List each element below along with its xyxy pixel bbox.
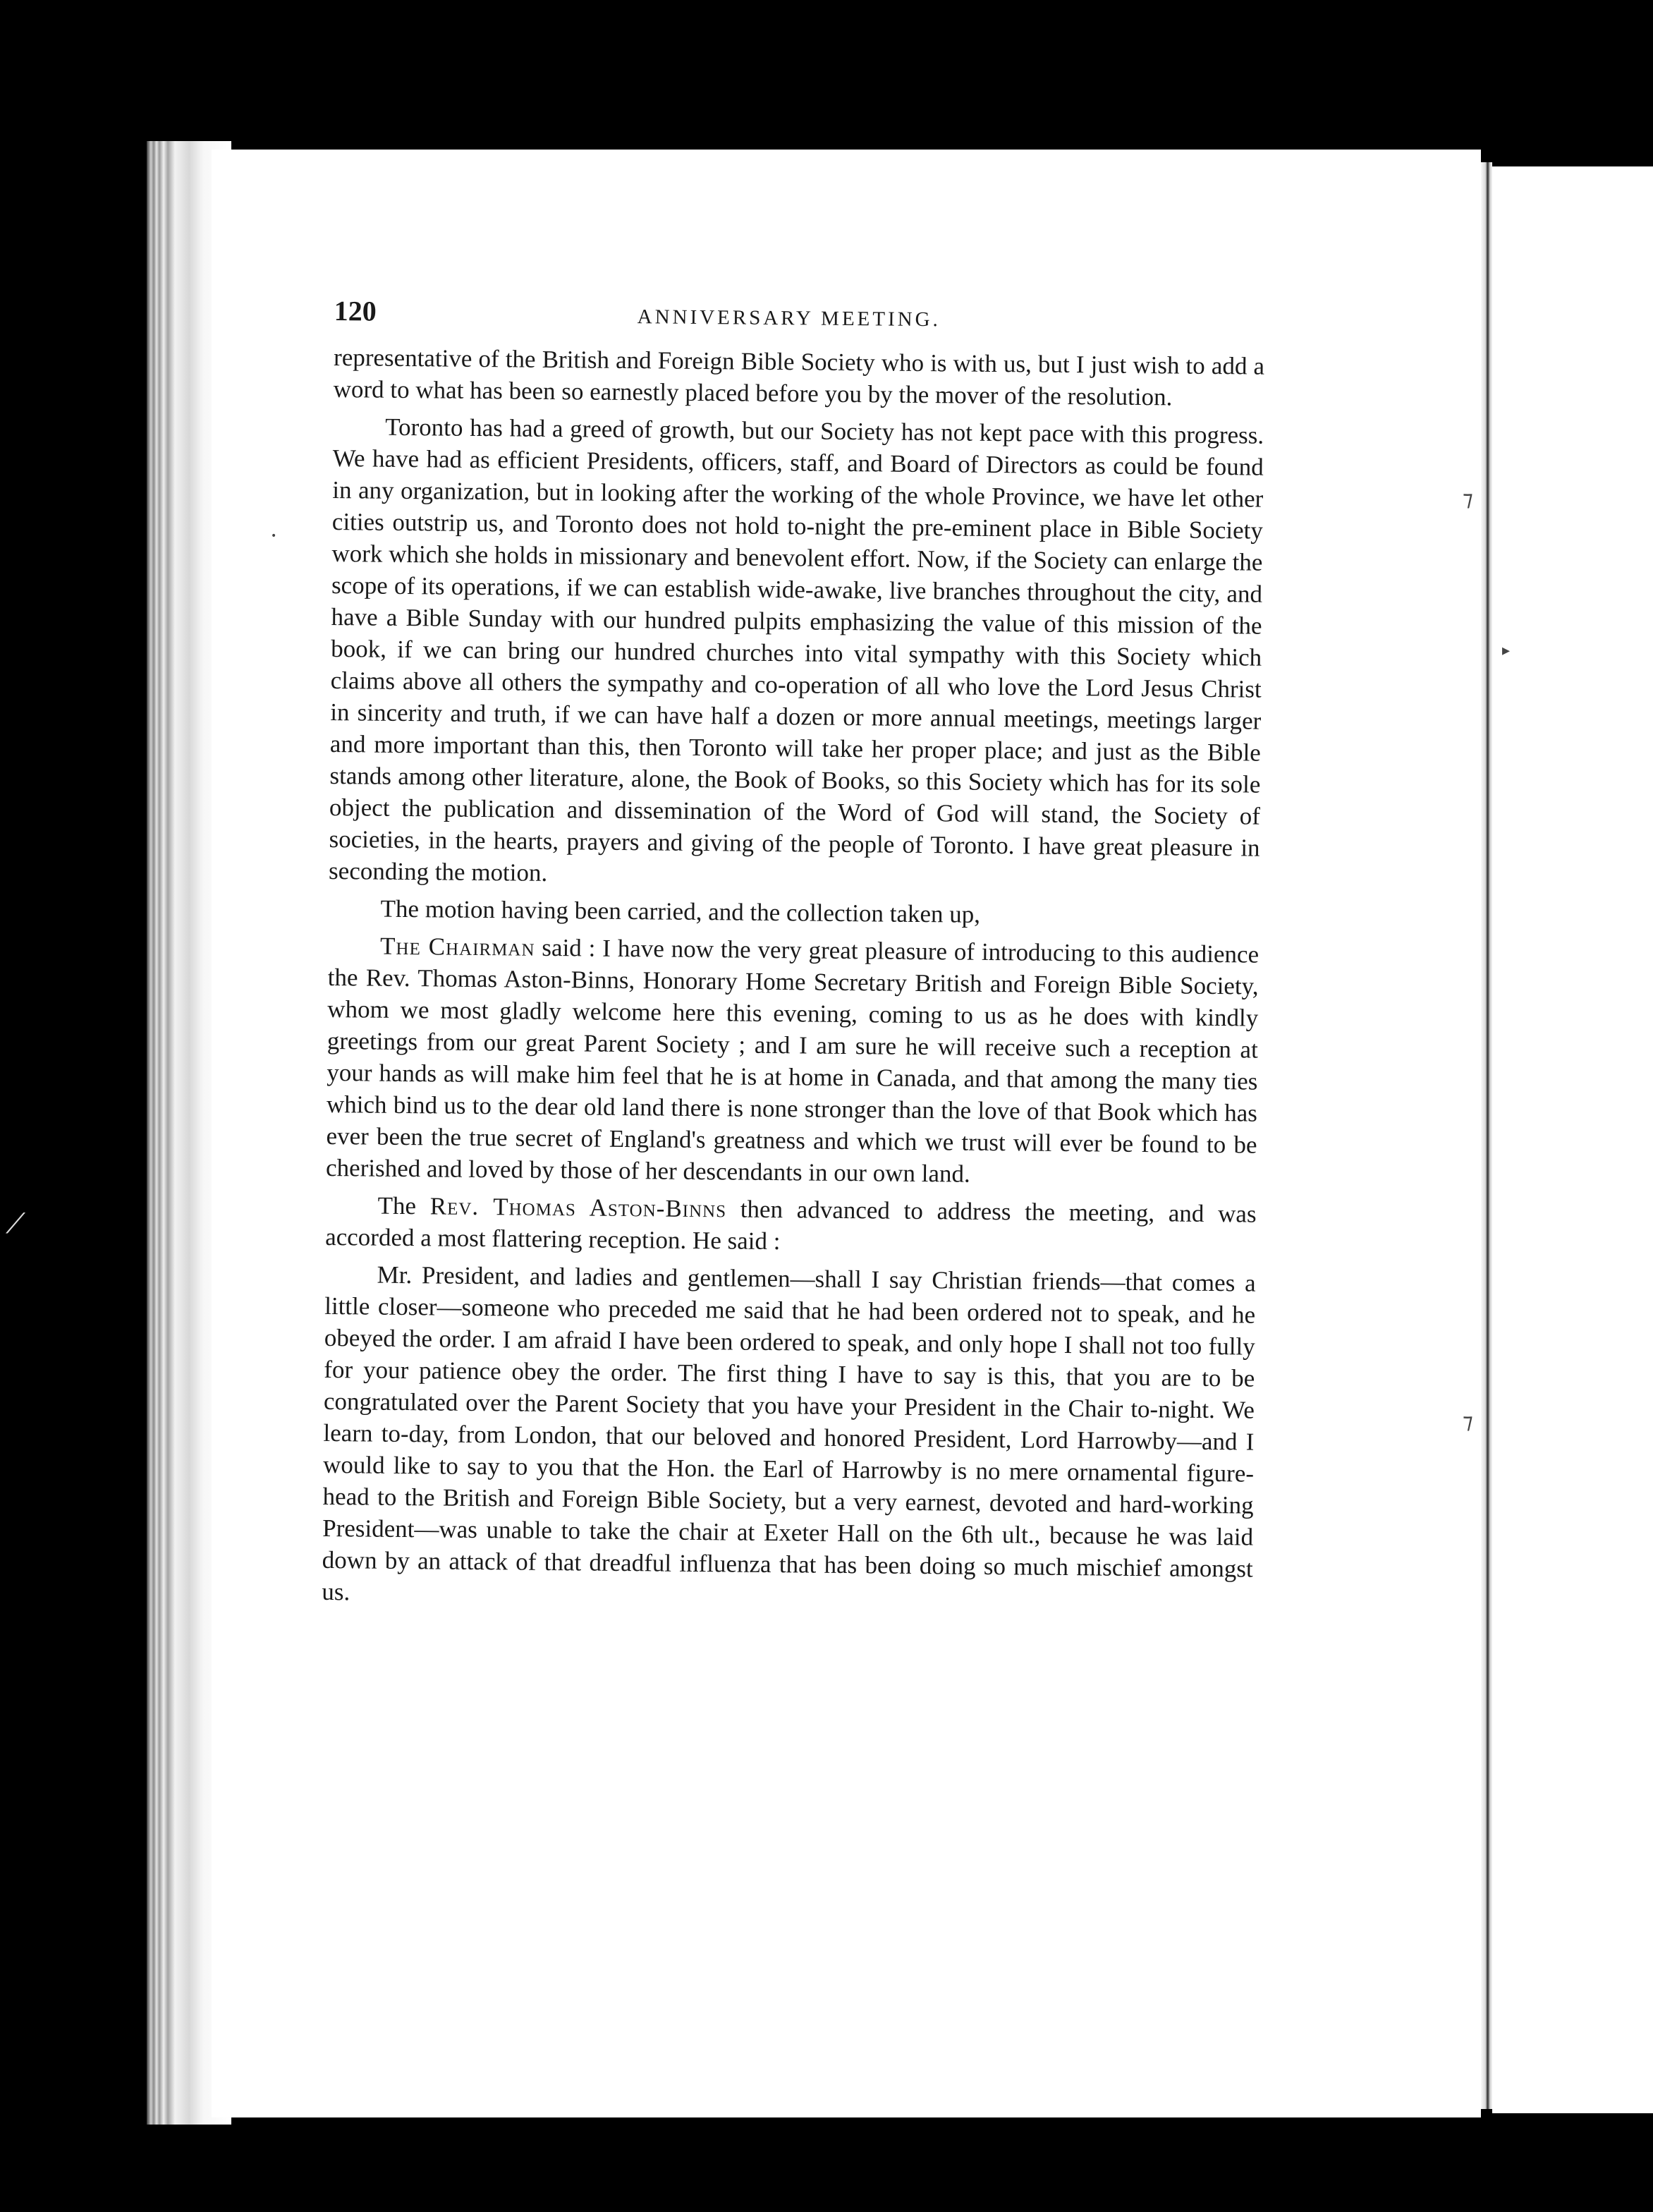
running-head-title: ANNIVERSARY MEETING.	[637, 305, 941, 332]
paragraph-text: said : I have now the very great pleasure of introducing to this audience the Rev. Thomas Aston-Binns, Honorary Home Secretary British and Foreign Bible Society, whom we most gladly welcome here this evening, coming to us as he does with kindly greetings from our great Parent Society ; and I am sure he will receive such a reception at your hands as will make him feel that he is at home in Canada, and that among the many ties which bind us to the dear old land there is none stronger than the love of that Book which has ever been the true secret of England's greatness and which we trust will ever be found to be cherished and loved by those of her descendants in our own land.	[325, 933, 1259, 1188]
paragraph: Mr. President, and ladies and gentlemen—shall I say Christian friends—that comes a little closer—someone who preceded me said that he had been ordered not to speak, and he obeyed the order. I am afraid I have been ordered to speak, and only hope I shall not too fully for your patience obey the order. The first thing I have to say is this, that you are to be congratulated over the Parent Society that you have your President in the Chair to-night. We learn to-day, from London, that our beloved and honored President, Lord Harrowby—and I would like to say to you that the Hon. the Earl of Harrowby is no mere ornamental figure-head to the British and Foreign Bible Society, but a very earnest, devoted and hard-working President—was unable to take the chair at Exeter Hall on the 6th ult., because he was laid down by an attack of that dreadful influenza that has been doing so much mischief amongst us.	[322, 1260, 1256, 1606]
paragraph	[326, 930, 1259, 1193]
margin-mark: ⟋	[6, 1208, 25, 1240]
paragraph: representative of the British and Foreign Bible Society who is with us, but I just wish to add a word to what has been so earnestly placed before you by the mover of the resolution.	[333, 343, 1265, 411]
paragraph: Toronto has had a greed of growth, but our Society has not kept pace with this progress. We have had as efficient Presidents, officers, staff, and Board of Directors as could be found in any organization, but in looking after the working of the whole Province, we have let other cities outstrip us, and Toronto does not hold to-night the pre-eminent place in Bible Society work which she holds in missionary and benevolent effort. Now, if the Society can enlarge the scope of its operations, if we can establish wide-awake, live branches throughout the city, and have a Bible Sunday with our hundred pulpits emphasizing the value of this mission of the book, if we can bring our hundred churches into vital sympathy with this Society which claims above all others the sympathy and co-operation of all who love the Lord Jesus Christ in sincerity and truth, if we can have half a dozen or more annual meetings, meetings larger and more important than this, then Toronto will take her proper place; and just as the Bible stands among other literature, alone, the Book of Books, so this Society which has for its sole object the publication and dissemination of the Word of God will stand, the Society of societies, in the hearts, prayers and giving of the people of Toronto. I have great pleasure in seconding the motion.	[328, 413, 1264, 887]
running-head	[334, 295, 1265, 346]
paragraph-text: then advanced to address the meeting, and was accorded a most flattering reception. He said :	[324, 1195, 1257, 1256]
margin-speck: •	[271, 530, 277, 542]
facing-page-mark: ⁊	[1463, 1409, 1473, 1434]
paragraph	[325, 1189, 1257, 1262]
page-number: 120	[334, 295, 377, 327]
book-gutter	[1481, 162, 1492, 2109]
page-text	[322, 295, 1265, 1622]
paragraph-lead: The	[377, 1191, 430, 1220]
facing-page	[1492, 166, 1653, 2113]
speaker-name: Rev. Thomas Aston-Binns	[429, 1192, 727, 1223]
speaker-name: The Chairman	[379, 932, 535, 961]
facing-page-mark: ⁊	[1463, 487, 1473, 511]
paragraph: The motion having been carried, and the collection taken up,	[380, 894, 981, 928]
facing-page-mark: ▸	[1502, 642, 1511, 660]
